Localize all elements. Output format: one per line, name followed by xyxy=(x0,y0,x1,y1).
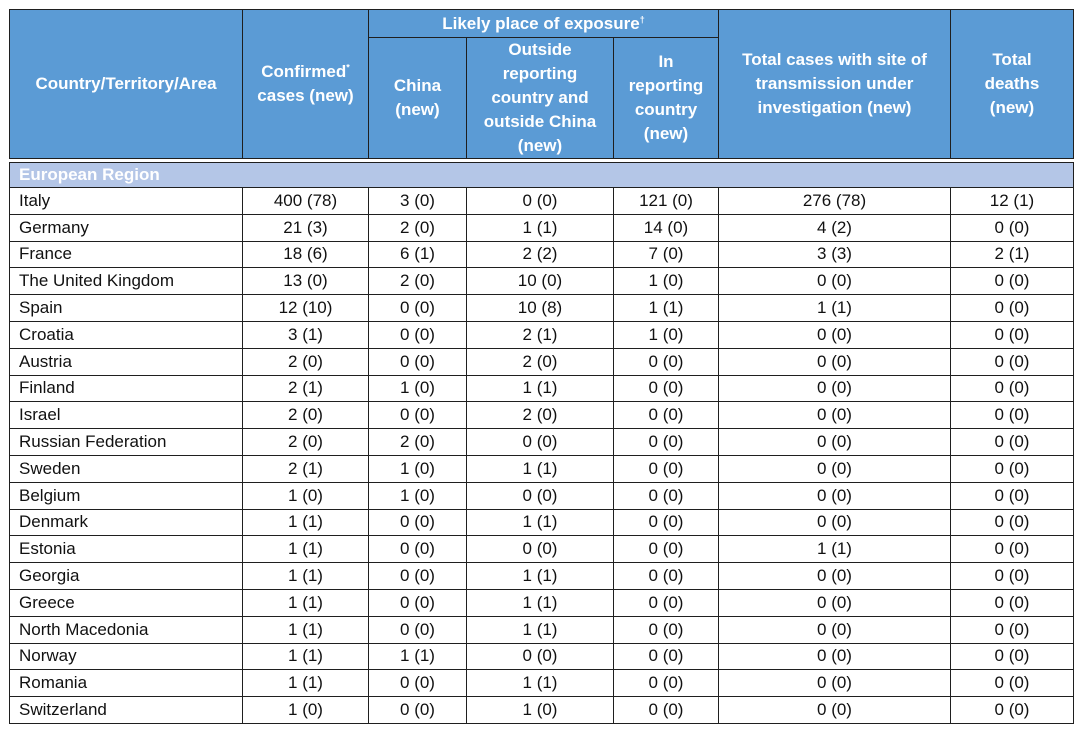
confirmed-cell: 21 (3) xyxy=(243,214,369,241)
deaths-cell: 0 (0) xyxy=(951,643,1074,670)
table-row xyxy=(10,241,1074,268)
deaths-cell: 0 (0) xyxy=(951,348,1074,375)
investigation-cell: 0 (0) xyxy=(719,482,951,509)
header-outside: Outside reporting country and outside China (new) xyxy=(467,38,614,159)
outside-cell: 10 (0) xyxy=(467,268,614,295)
country-cell: Georgia xyxy=(10,563,243,590)
china-cell: 1 (0) xyxy=(369,482,467,509)
investigation-cell: 0 (0) xyxy=(719,348,951,375)
investigation-cell: 3 (3) xyxy=(719,241,951,268)
outside-cell: 1 (1) xyxy=(467,563,614,590)
in-reporting-cell: 0 (0) xyxy=(614,589,719,616)
outside-cell: 2 (2) xyxy=(467,241,614,268)
outside-cell: 0 (0) xyxy=(467,429,614,456)
china-cell: 3 (0) xyxy=(369,188,467,215)
country-cell: France xyxy=(10,241,243,268)
confirmed-cell: 2 (0) xyxy=(243,402,369,429)
table-row xyxy=(10,295,1074,322)
deaths-cell: 0 (0) xyxy=(951,321,1074,348)
header-china: China (new) xyxy=(369,38,467,159)
confirmed-cell: 1 (0) xyxy=(243,697,369,724)
investigation-cell: 0 (0) xyxy=(719,589,951,616)
china-cell: 0 (0) xyxy=(369,563,467,590)
china-cell: 0 (0) xyxy=(369,402,467,429)
header-confirmed-sub: cases (new) xyxy=(257,86,354,105)
deaths-cell: 0 (0) xyxy=(951,455,1074,482)
confirmed-cell: 2 (0) xyxy=(243,348,369,375)
investigation-cell: 0 (0) xyxy=(719,402,951,429)
table-row xyxy=(10,616,1074,643)
deaths-cell: 0 (0) xyxy=(951,429,1074,456)
deaths-cell: 0 (0) xyxy=(951,670,1074,697)
deaths-cell: 0 (0) xyxy=(951,268,1074,295)
deaths-cell: 0 (0) xyxy=(951,295,1074,322)
investigation-cell: 0 (0) xyxy=(719,321,951,348)
header-country: Country/Territory/Area xyxy=(10,10,243,159)
deaths-cell: 0 (0) xyxy=(951,509,1074,536)
china-cell: 1 (0) xyxy=(369,455,467,482)
investigation-cell: 0 (0) xyxy=(719,455,951,482)
table-row xyxy=(10,321,1074,348)
table-row xyxy=(10,268,1074,295)
country-cell: Finland xyxy=(10,375,243,402)
outside-cell: 2 (0) xyxy=(467,348,614,375)
in-reporting-cell: 0 (0) xyxy=(614,348,719,375)
outside-cell: 10 (8) xyxy=(467,295,614,322)
in-reporting-cell: 0 (0) xyxy=(614,402,719,429)
country-cell: Belgium xyxy=(10,482,243,509)
in-reporting-cell: 0 (0) xyxy=(614,643,719,670)
investigation-cell: 0 (0) xyxy=(719,643,951,670)
china-cell: 2 (0) xyxy=(369,429,467,456)
china-cell: 0 (0) xyxy=(369,321,467,348)
in-reporting-cell: 0 (0) xyxy=(614,429,719,456)
outside-cell: 1 (0) xyxy=(467,697,614,724)
confirmed-cell: 13 (0) xyxy=(243,268,369,295)
investigation-cell: 0 (0) xyxy=(719,616,951,643)
header-row-top xyxy=(10,10,1074,38)
china-cell: 0 (0) xyxy=(369,697,467,724)
table-row xyxy=(10,188,1074,215)
investigation-cell: 1 (1) xyxy=(719,295,951,322)
country-cell: Austria xyxy=(10,348,243,375)
in-reporting-cell: 0 (0) xyxy=(614,375,719,402)
outside-cell: 1 (1) xyxy=(467,616,614,643)
deaths-cell: 0 (0) xyxy=(951,616,1074,643)
deaths-cell: 0 (0) xyxy=(951,482,1074,509)
table-row xyxy=(10,697,1074,724)
deaths-cell: 0 (0) xyxy=(951,589,1074,616)
table-row xyxy=(10,536,1074,563)
confirmed-cell: 400 (78) xyxy=(243,188,369,215)
investigation-cell: 0 (0) xyxy=(719,375,951,402)
outside-cell: 1 (1) xyxy=(467,455,614,482)
china-cell: 1 (0) xyxy=(369,375,467,402)
table-row xyxy=(10,482,1074,509)
confirmed-cell: 2 (1) xyxy=(243,375,369,402)
in-reporting-cell: 1 (1) xyxy=(614,295,719,322)
china-cell: 0 (0) xyxy=(369,589,467,616)
confirmed-cell: 1 (1) xyxy=(243,563,369,590)
deaths-cell: 0 (0) xyxy=(951,402,1074,429)
country-cell: Italy xyxy=(10,188,243,215)
confirmed-cell: 1 (1) xyxy=(243,509,369,536)
table-row xyxy=(10,214,1074,241)
country-cell: North Macedonia xyxy=(10,616,243,643)
confirmed-footnote-mark: * xyxy=(346,62,350,73)
confirmed-cell: 18 (6) xyxy=(243,241,369,268)
confirmed-cell: 12 (10) xyxy=(243,295,369,322)
exposure-footnote-mark: † xyxy=(639,13,645,24)
header-in-reporting: In reporting country (new) xyxy=(614,38,719,159)
confirmed-cell: 2 (0) xyxy=(243,429,369,456)
investigation-cell: 276 (78) xyxy=(719,188,951,215)
investigation-cell: 0 (0) xyxy=(719,429,951,456)
china-cell: 0 (0) xyxy=(369,509,467,536)
in-reporting-cell: 0 (0) xyxy=(614,482,719,509)
outside-cell: 0 (0) xyxy=(467,536,614,563)
deaths-cell: 0 (0) xyxy=(951,697,1074,724)
cases-table-container xyxy=(9,9,1073,724)
investigation-cell: 4 (2) xyxy=(719,214,951,241)
confirmed-cell: 1 (1) xyxy=(243,643,369,670)
country-cell: Denmark xyxy=(10,509,243,536)
outside-cell: 0 (0) xyxy=(467,188,614,215)
header-exposure-group xyxy=(369,10,719,38)
outside-cell: 2 (0) xyxy=(467,402,614,429)
confirmed-cell: 2 (1) xyxy=(243,455,369,482)
header-confirmed xyxy=(243,10,369,159)
china-cell: 0 (0) xyxy=(369,295,467,322)
country-cell: Russian Federation xyxy=(10,429,243,456)
china-cell: 0 (0) xyxy=(369,616,467,643)
outside-cell: 1 (1) xyxy=(467,670,614,697)
deaths-cell: 2 (1) xyxy=(951,241,1074,268)
table-row xyxy=(10,509,1074,536)
china-cell: 2 (0) xyxy=(369,268,467,295)
header-exposure-label: Likely place of exposure xyxy=(442,13,640,33)
outside-cell: 1 (1) xyxy=(467,375,614,402)
investigation-cell: 0 (0) xyxy=(719,670,951,697)
deaths-cell: 0 (0) xyxy=(951,214,1074,241)
country-cell: Sweden xyxy=(10,455,243,482)
in-reporting-cell: 14 (0) xyxy=(614,214,719,241)
outside-cell: 0 (0) xyxy=(467,643,614,670)
in-reporting-cell: 7 (0) xyxy=(614,241,719,268)
china-cell: 6 (1) xyxy=(369,241,467,268)
in-reporting-cell: 1 (0) xyxy=(614,268,719,295)
cases-table xyxy=(9,9,1074,724)
table-row xyxy=(10,670,1074,697)
outside-cell: 2 (1) xyxy=(467,321,614,348)
confirmed-cell: 1 (0) xyxy=(243,482,369,509)
outside-cell: 1 (1) xyxy=(467,589,614,616)
deaths-cell: 12 (1) xyxy=(951,188,1074,215)
investigation-cell: 0 (0) xyxy=(719,697,951,724)
investigation-cell: 0 (0) xyxy=(719,268,951,295)
table-body xyxy=(10,159,1074,724)
table-row xyxy=(10,563,1074,590)
outside-cell: 0 (0) xyxy=(467,482,614,509)
country-cell: Greece xyxy=(10,589,243,616)
investigation-cell: 0 (0) xyxy=(719,509,951,536)
region-row xyxy=(10,163,1074,188)
deaths-cell: 0 (0) xyxy=(951,375,1074,402)
in-reporting-cell: 0 (0) xyxy=(614,616,719,643)
country-cell: Germany xyxy=(10,214,243,241)
region-label: European Region xyxy=(10,163,1074,188)
in-reporting-cell: 0 (0) xyxy=(614,563,719,590)
table-row xyxy=(10,402,1074,429)
confirmed-cell: 1 (1) xyxy=(243,616,369,643)
table-row xyxy=(10,643,1074,670)
in-reporting-cell: 0 (0) xyxy=(614,697,719,724)
table-row xyxy=(10,348,1074,375)
china-cell: 2 (0) xyxy=(369,214,467,241)
header-confirmed-label: Confirmed xyxy=(261,62,347,81)
country-cell: Romania xyxy=(10,670,243,697)
country-cell: Estonia xyxy=(10,536,243,563)
china-cell: 0 (0) xyxy=(369,670,467,697)
confirmed-cell: 1 (1) xyxy=(243,536,369,563)
confirmed-cell: 3 (1) xyxy=(243,321,369,348)
country-cell: Croatia xyxy=(10,321,243,348)
outside-cell: 1 (1) xyxy=(467,214,614,241)
outside-cell: 1 (1) xyxy=(467,509,614,536)
country-cell: Switzerland xyxy=(10,697,243,724)
header-deaths: Total deaths (new) xyxy=(951,10,1074,159)
investigation-cell: 0 (0) xyxy=(719,563,951,590)
in-reporting-cell: 121 (0) xyxy=(614,188,719,215)
confirmed-cell: 1 (1) xyxy=(243,589,369,616)
table-row xyxy=(10,375,1074,402)
deaths-cell: 0 (0) xyxy=(951,563,1074,590)
china-cell: 1 (1) xyxy=(369,643,467,670)
confirmed-cell: 1 (1) xyxy=(243,670,369,697)
country-cell: The United Kingdom xyxy=(10,268,243,295)
in-reporting-cell: 0 (0) xyxy=(614,670,719,697)
header-investigation: Total cases with site of transmission under investigation (new) xyxy=(719,10,951,159)
china-cell: 0 (0) xyxy=(369,536,467,563)
in-reporting-cell: 0 (0) xyxy=(614,455,719,482)
in-reporting-cell: 1 (0) xyxy=(614,321,719,348)
table-row xyxy=(10,455,1074,482)
table-row xyxy=(10,589,1074,616)
deaths-cell: 0 (0) xyxy=(951,536,1074,563)
in-reporting-cell: 0 (0) xyxy=(614,536,719,563)
investigation-cell: 1 (1) xyxy=(719,536,951,563)
country-cell: Israel xyxy=(10,402,243,429)
country-cell: Spain xyxy=(10,295,243,322)
in-reporting-cell: 0 (0) xyxy=(614,509,719,536)
table-row xyxy=(10,429,1074,456)
country-cell: Norway xyxy=(10,643,243,670)
china-cell: 0 (0) xyxy=(369,348,467,375)
